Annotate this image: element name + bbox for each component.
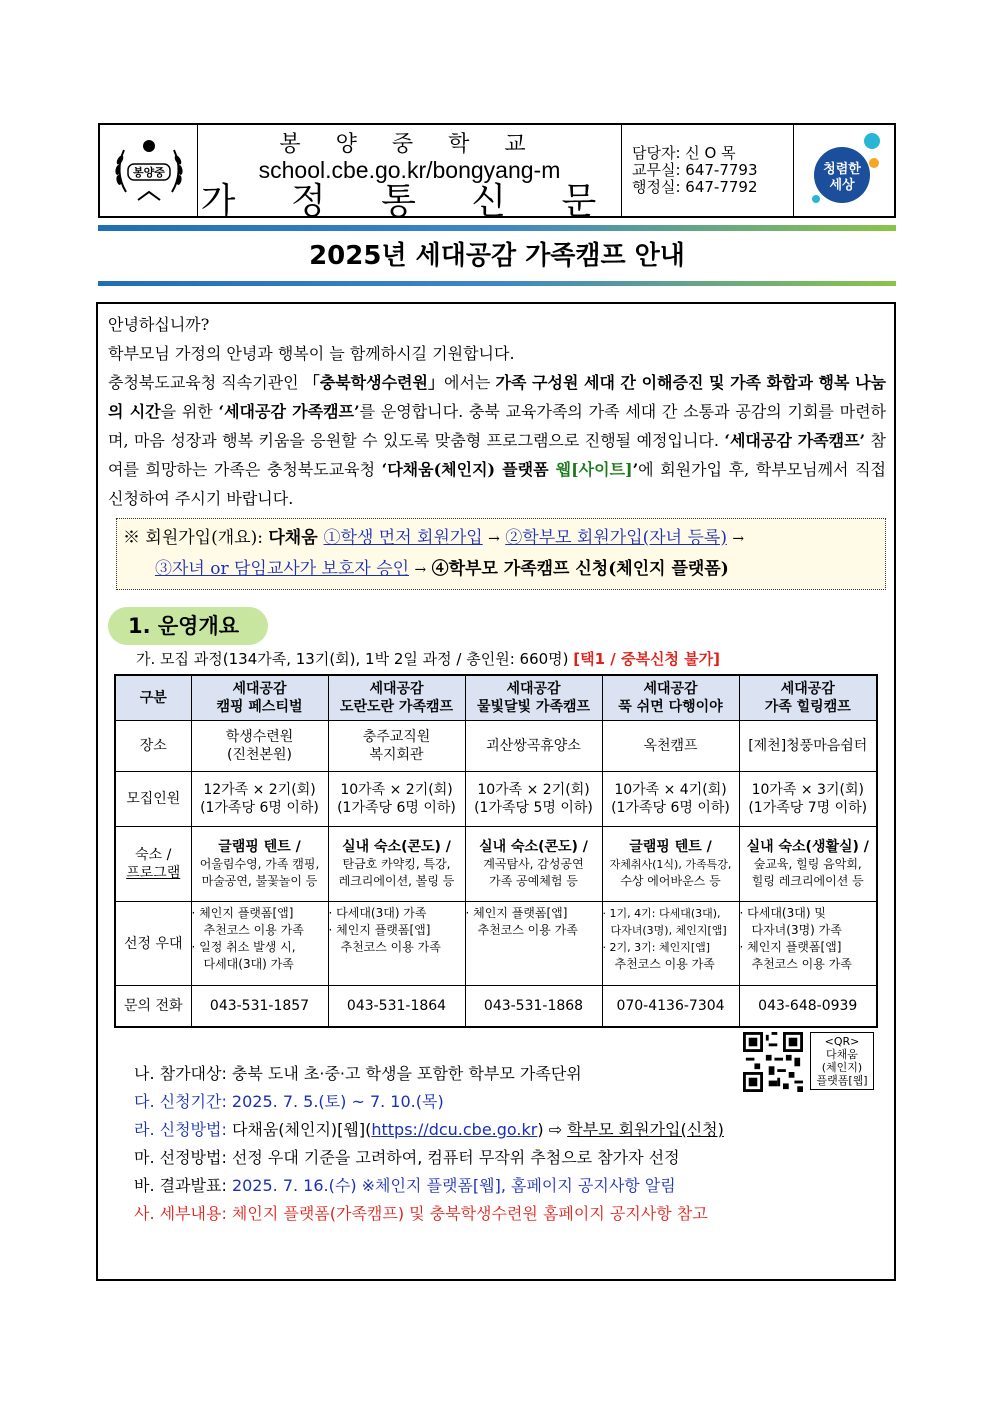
step3-link[interactable]: ③자녀 or 담임교사가 보호자 승인 (155, 559, 410, 579)
contact-admin: 행정실: 647-7792 (632, 178, 758, 196)
contact-office: 교무실: 647-7793 (632, 161, 758, 179)
qr-label: <QR> 다채움 (체인지) 플랫폼[웹] (810, 1032, 874, 1090)
item-result: 바. 결과발표: 2025. 7. 16.(수) ※체인지 플랫폼[웹], 홈페이지 공지사항 알림 (134, 1176, 676, 1195)
phone-camp-4: 070-4136-7304 (602, 986, 739, 1028)
table-row-phone: 문의 전화 043-531-1857 043-531-1864 043-531-1868 070-4136-7304 043-648-0939 (115, 986, 877, 1028)
phone-camp-5: 043-648-0939 (739, 986, 877, 1028)
table-row-preference: 선정 우대 · 체인지 플랫폼[앱] 추천코스 이용 가족 · 일정 취소 발생 시, 다세대(3대) 가족 · 다세대(3대) 가족 · 체인지 플랫폼[앱] 추천코스 이용 가족 · 체인지 플랫폼[앱] 추천코스 이용 가족 · 1기, 4기: 다세대(3대), 다자녀(3명), 체인지[앱] · 2기, 3기: 체인지[앱] 추천코스 이용 가족 · 다세대(3대) 및 다자녀(3명) 가족 · 체인지 플랫폼[앱] 추천코스 이용 가족 (115, 902, 877, 986)
step4-text: ④학부모 가족캠프 신청(체인지 플랫폼) (431, 559, 729, 579)
greeting: 안녕하십니까? (108, 315, 210, 334)
recruit-info: 가. 모집 과정(134가족, 13기(회), 1박 2일 과정 / 총인원: 660명) [택1 / 중복신청 불가] (136, 650, 721, 668)
signup-steps-line2: ③자녀 or 담임교사가 보호자 승인 → ④학부모 가족캠프 신청(체인지 플랫폼) (155, 559, 729, 579)
section-heading: 1. 운영개요 (108, 607, 268, 645)
recruit-note: [택1 / 중복신청 불가] (573, 650, 721, 668)
contact-info (622, 125, 794, 216)
table-row-stay-program: 숙소 / 프로그램 글램핑 텐트 / 어울림수영, 가족 캠핑, 마술공연, 불꽃놀이 등 실내 숙소(콘도) / 탄금호 카약킹, 특강, 레크리에이션, 볼링 등 실내 숙소(콘도) / 계곡탐사, 감성공연 가족 공예체험 등 글램핑 텐트 / 자체취사(1식), 가족특강, 수상 에어바운스 등 실내 숙소(생활실) / 숲교육, 힐링 음악회, 힐링 레크리에이션 등 (115, 827, 877, 902)
svg-text:청렴한: 청렴한 (823, 161, 861, 177)
contact-teacher: 담당자: 신 O 목 (632, 144, 736, 162)
logo-text: 봉양중 (132, 165, 165, 179)
phone-camp-1: 043-531-1857 (191, 986, 328, 1028)
phone-camp-3: 043-531-1868 (465, 986, 602, 1028)
step2-link[interactable]: ②학부모 회원가입(자녀 등록) (505, 528, 727, 548)
slogan-logo (794, 125, 894, 216)
newsletter-header (98, 123, 896, 222)
item-detail: 사. 세부내용: 체인지 플랫폼(가족캠프) 및 충북학생수련원 홈페이지 공지사항 참고 (134, 1204, 708, 1223)
item-selection: 마. 선정방법: 선정 우대 기준을 고려하여, 컴퓨터 무작위 추첨으로 참가자 선정 (134, 1148, 680, 1167)
school-logo (100, 125, 198, 216)
main-content (96, 302, 896, 1281)
step1-link[interactable]: ①학생 먼저 회원가입 (323, 528, 483, 548)
intro-paragraph: 충청북도교육청 직속기관인 「충북학생수련원」에서는 가족 구성원 세대 간 이해증진 및 가족 화합과 행복 나눔의 시간을 위한 ‘세대공감 가족캠프’를 운영합니다. 충북 교육가족의 가족 세대 간 소통과 공감의 기회를 마련하며, 마음 성장과 행복 키움을 응원할 수 있도록 맞춤형 프로그램으로 진행될 예정입니다. ‘세대공감 가족캠프’ 참여를 희망하는 가족은 충청북도교육청 ‘다채움(체인지) 플랫폼 웹[사이트]’에 회원가입 후, 학부모님께서 직접 신청하여 주시기 바랍니다. (108, 373, 887, 508)
qr-code-icon[interactable] (743, 1032, 803, 1092)
wishes: 학부모님 가정의 안녕과 행복이 늘 함께하시길 기원합니다. (108, 344, 515, 363)
header-camp-3: 세대공감 물빛달빛 가족캠프 (465, 675, 602, 721)
signup-steps-line1: ※ 회원가입(개요): 다채움 ①학생 먼저 회원가입 → ②학부모 회원가입(자녀 등록) → (123, 528, 745, 548)
header-camp-1: 세대공감 캠핑 페스티벌 (191, 675, 328, 721)
school-url: school.cbe.go.kr/bongyang-m (258, 157, 561, 183)
header-divider (98, 225, 896, 231)
school-emblem-icon (108, 130, 190, 212)
table-row-location: 장소 학생수련원 (진천본원) 충주교직원 복지회관 괴산쌍곡휴양소 옥천캠프 [제천]청풍마음쉼터 (115, 721, 877, 772)
phone-camp-2: 043-531-1864 (328, 986, 465, 1028)
header-camp-5: 세대공감 가족 힐링캠프 (739, 675, 877, 721)
application-details (134, 1060, 724, 1228)
header-camp-4: 세대공감 푹 쉬면 다행이야 (602, 675, 739, 721)
item-period: 다. 신청기간: 2025. 7. 5.(토) ~ 7. 10.(목) (134, 1092, 444, 1111)
item-method: 라. 신청방법: 다채움(체인지)[웹](https://dcu.cbe.go.kr) ⇨ 학부모 회원가입(신청) (134, 1120, 724, 1139)
item-target: 나. 참가대상: 충북 도내 초·중·고 학생을 포함한 학부모 가족단위 (134, 1064, 582, 1083)
signup-notice (116, 518, 886, 590)
document-title: 2025년 세대공감 가족캠프 안내 (309, 241, 685, 271)
header-camp-2: 세대공감 도란도란 가족캠프 (328, 675, 465, 721)
application-url-link[interactable]: https://dcu.cbe.go.kr (371, 1120, 538, 1139)
school-name: 봉 양 중 학 교 (279, 132, 540, 157)
title-divider (98, 281, 896, 286)
camp-table (114, 674, 878, 1028)
integrity-slogan-icon (804, 129, 884, 213)
newsletter-title: 가 정 통 신 문 (200, 181, 619, 222)
parent-signup-link[interactable]: 학부모 회원가입(신청) (567, 1120, 724, 1139)
school-title-block (198, 125, 622, 222)
svg-text:세상: 세상 (829, 177, 855, 193)
intro-text (108, 310, 886, 513)
table-row-count: 모집인원 12가족 × 2기(회) (1가족당 6명 이하) 10가족 × 2기(회) (1가족당 6명 이하) 10가족 × 2기(회) (1가족당 5명 이하) 10가족 × 4기(회) (1가족당 6명 이하) 10가족 × 3기(회) (1가족당 7명 이하) (115, 772, 877, 827)
header-category: 구분 (115, 675, 191, 721)
table-header-row (115, 675, 877, 721)
